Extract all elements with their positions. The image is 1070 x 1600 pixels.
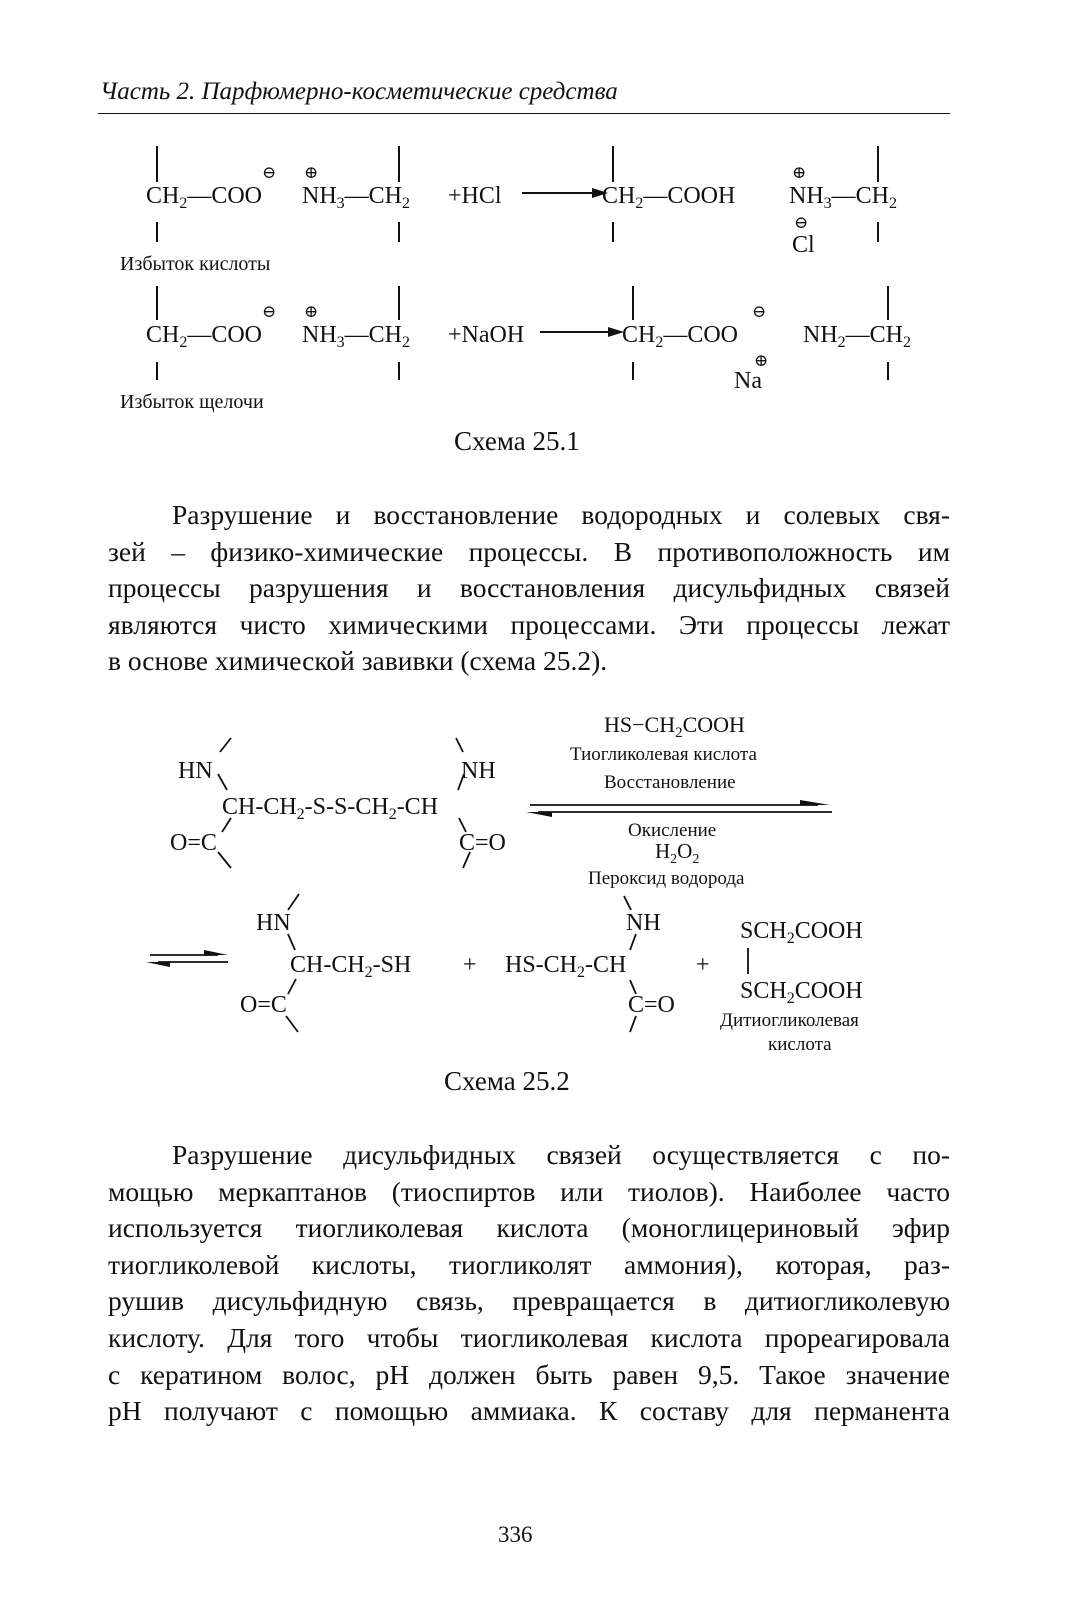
s1-r2-right-ch2b-sub: 2 xyxy=(903,334,912,351)
s2-p3-top-b: COOH xyxy=(794,918,863,944)
svg-text:CH2—COO xyxy=(146,183,262,212)
s1-r1-right-nh3: NH xyxy=(789,183,824,209)
s2-p1-co: O=C xyxy=(240,992,287,1018)
s2-reagent-top-process: Восстановление xyxy=(604,772,736,793)
paragraph-2-line: используется тиогликолевая кислота (моноглицериновый эфир xyxy=(108,1212,950,1244)
s1-r2-right-ch2: CH xyxy=(622,322,656,348)
s2-reactant-chain-sub1: 2 xyxy=(296,806,305,823)
svg-text:CH-CH2-SH xyxy=(290,952,411,981)
s2-reactant-chain-c: -CH xyxy=(396,794,439,820)
svg-text:CH-CH2-S-S-CH2-CH xyxy=(222,794,438,823)
s2-p2-pre-sub: 2 xyxy=(577,964,586,981)
s1-r1-left-ch2-sub: 2 xyxy=(179,195,188,212)
s1-r2-left-coo: —COO xyxy=(187,322,263,348)
s1-r1-left-nh3: NH xyxy=(302,183,337,209)
svg-text:CH2—COOH xyxy=(602,183,735,212)
svg-text:CH2—COO xyxy=(146,322,262,351)
s2-reagent-cooh: COOH xyxy=(682,712,745,737)
svg-text:NH3—CH2 xyxy=(302,322,410,351)
s2-reagent-h: H xyxy=(655,839,671,863)
s2-plus-1: + xyxy=(463,952,477,978)
s2-p1-chain-sub: 2 xyxy=(364,964,373,981)
s1-r1-left-ch2: CH xyxy=(146,183,180,209)
s1-r2-left-minus-ion: ⊖ xyxy=(262,302,277,321)
s2-reagent-o: O xyxy=(677,839,693,863)
paragraph-2-line: кислоту. Для того чтобы тиогликолевая кислота прореагировала xyxy=(108,1321,950,1353)
s1-r2-right-na: Na xyxy=(734,368,762,394)
s2-p2-pre-a: HS-CH xyxy=(505,952,578,978)
s2-reagent-bottom-name: Пероксид водорода xyxy=(588,868,745,889)
paragraph-1-line: зей – физико-химические процессы. В противоположность им xyxy=(108,535,950,567)
s2-reagent-o-sub: 2 xyxy=(692,852,700,867)
paragraph-2-line: рушив дисульфидную связь, превращается в дитиогликолевую xyxy=(108,1285,950,1317)
s2-reagent-top-name: Тиогликолевая кислота xyxy=(570,744,757,765)
s2-reagent-h-sub: 2 xyxy=(670,852,678,867)
svg-text:HS−CH2COOH xyxy=(604,712,745,741)
s1-r1-left-ch2b-sub: 2 xyxy=(402,195,411,212)
s2-p3-top-a: SCH xyxy=(740,918,787,944)
s1-r2-right-nh2: NH xyxy=(803,322,838,348)
s1-label-excess-acid: Избыток кислоты xyxy=(120,253,271,275)
s1-r1-right-ch2: —CH xyxy=(831,183,890,209)
paragraph-1-line: процессы разрушения и восстановления дисульфидных связей xyxy=(108,572,950,604)
svg-text:H2O2 xyxy=(655,839,699,867)
s1-r2-left-plus-ion: ⊕ xyxy=(304,302,319,321)
s1-r1-right-cooh: —COOH xyxy=(643,183,736,209)
s2-reagent-ch2: −CH xyxy=(632,712,676,737)
page-number: 336 xyxy=(498,1522,533,1547)
s2-reactant-co-right: C=O xyxy=(459,830,506,856)
s2-reactant-co-left: O=C xyxy=(170,830,217,856)
s1-r1-right-plus-ion: ⊕ xyxy=(792,163,807,182)
s2-reagent-bottom-process: Окисление xyxy=(628,820,717,841)
s2-p3-bottom-sub: 2 xyxy=(786,990,795,1007)
s2-p3-name-line1: Дитиогликолевая xyxy=(720,1010,859,1031)
s2-p3-name-line2: кислота xyxy=(768,1034,832,1055)
svg-text:NH2—CH2 xyxy=(803,322,911,351)
paragraph-2-line: Разрушение дисульфидных связей осуществляется с по- xyxy=(172,1139,950,1170)
svg-text:NH3—CH2 xyxy=(789,183,897,212)
s1-r2-right-ch2b: —CH xyxy=(845,322,904,348)
svg-text:HS-CH2-CH xyxy=(505,952,626,981)
s2-p1-hn: HN xyxy=(256,910,291,936)
scheme-25-2-caption: Схема 25.2 xyxy=(444,1066,570,1096)
s1-r1-right-ch2: CH xyxy=(602,183,636,209)
s2-p2-nh: NH xyxy=(626,910,661,936)
svg-text:SCH2COOH xyxy=(740,978,863,1007)
paragraph-1-line: в основе химической завивки (схема 25.2). xyxy=(108,645,608,677)
s2-p2-co: C=O xyxy=(628,992,675,1018)
s1-r1-reagent: +HCl xyxy=(448,183,502,209)
s2-p1-chain-b: -SH xyxy=(372,952,412,978)
running-header: Часть 2. Парфюмерно-косметические средства xyxy=(100,78,618,105)
s1-r1-right-ch2-sub: 2 xyxy=(635,195,644,212)
s1-label-excess-alkali: Избыток щелочи xyxy=(120,391,264,413)
s1-r2-left-nh3-sub: 3 xyxy=(336,334,345,351)
s1-r1-right-nh3-sub: 3 xyxy=(823,195,832,212)
s2-p3-bottom-a: SCH xyxy=(740,978,787,1004)
paragraph-2-line: мощью меркаптанов (тиоспиртов или тиолов). Наиболее часто xyxy=(108,1175,950,1207)
s2-reagent-hs: HS xyxy=(604,712,633,737)
svg-text:CH2—COO xyxy=(622,322,738,351)
s2-plus-2: + xyxy=(696,952,710,978)
s1-r1-left-ch2b: —CH xyxy=(344,183,403,209)
scheme-25-1-caption: Схема 25.1 xyxy=(454,426,580,456)
s2-reagent-ch2-sub: 2 xyxy=(675,725,683,741)
paragraph-1-line: являются чисто химическими процессами. Эти процессы лежат xyxy=(108,608,950,640)
paragraph-2-line: с кератином волос, pH должен быть равен 9,5. Такое значение xyxy=(108,1358,950,1390)
s1-r1-right-ch2-sub2: 2 xyxy=(889,195,898,212)
s1-r1-left-nh3-sub: 3 xyxy=(336,195,345,212)
s1-r2-reagent: +NaOH xyxy=(448,322,525,348)
s1-r2-right-ch2-sub: 2 xyxy=(655,334,664,351)
s2-reactant-chain-b: -S-S-CH xyxy=(304,794,389,820)
s2-p2-pre-b: -CH xyxy=(585,952,627,978)
s1-r1-left-minus-ion: ⊖ xyxy=(262,163,277,182)
s2-reactant-hn: HN xyxy=(178,758,213,784)
s1-r1-left-plus-ion: ⊕ xyxy=(304,163,319,182)
s1-r2-right-coo: —COO xyxy=(663,322,739,348)
s1-r2-left-ch2b: —CH xyxy=(344,322,403,348)
paragraph-1 xyxy=(108,497,950,680)
scheme-25-2 xyxy=(0,700,1070,1060)
paragraph-2-line: pH получают с помощью аммиака. К составу для перманента xyxy=(108,1395,950,1427)
paragraph-2-line: тиогликолевой кислоты, тиогликолят аммония), которая, раз- xyxy=(108,1248,950,1280)
s2-p3-bottom-b: COOH xyxy=(794,978,863,1004)
paragraph-1-line: Разрушение и восстановление водородных и солевых свя- xyxy=(172,499,950,530)
header-rule xyxy=(98,113,950,114)
s1-r2-left-nh3: NH xyxy=(302,322,337,348)
paragraph-2 xyxy=(108,1137,950,1430)
s1-r2-left-ch2: CH xyxy=(146,322,180,348)
s1-r2-right-nh2-sub: 2 xyxy=(837,334,846,351)
svg-text:NH3—CH2 xyxy=(302,183,410,212)
svg-text:SCH2COOH xyxy=(740,918,863,947)
s1-r1-right-minus-ion: ⊖ xyxy=(794,213,809,232)
s1-r2-left-ch2b-sub: 2 xyxy=(402,334,411,351)
s2-reactant-chain-a: CH-CH xyxy=(222,794,297,820)
s1-r2-right-minus-ion: ⊖ xyxy=(752,302,767,321)
s1-r1-right-cl: Cl xyxy=(792,232,815,258)
s2-p1-chain-a: CH-CH xyxy=(290,952,365,978)
scheme-25-1 xyxy=(0,130,1070,420)
s2-reactant-nh: NH xyxy=(461,758,496,784)
s1-r2-right-plus-ion: ⊕ xyxy=(754,351,769,370)
s2-p3-top-sub: 2 xyxy=(786,930,795,947)
s1-r2-left-ch2-sub: 2 xyxy=(179,334,188,351)
s1-r1-left-coo: —COO xyxy=(187,183,263,209)
s2-reactant-chain-sub2: 2 xyxy=(388,806,397,823)
